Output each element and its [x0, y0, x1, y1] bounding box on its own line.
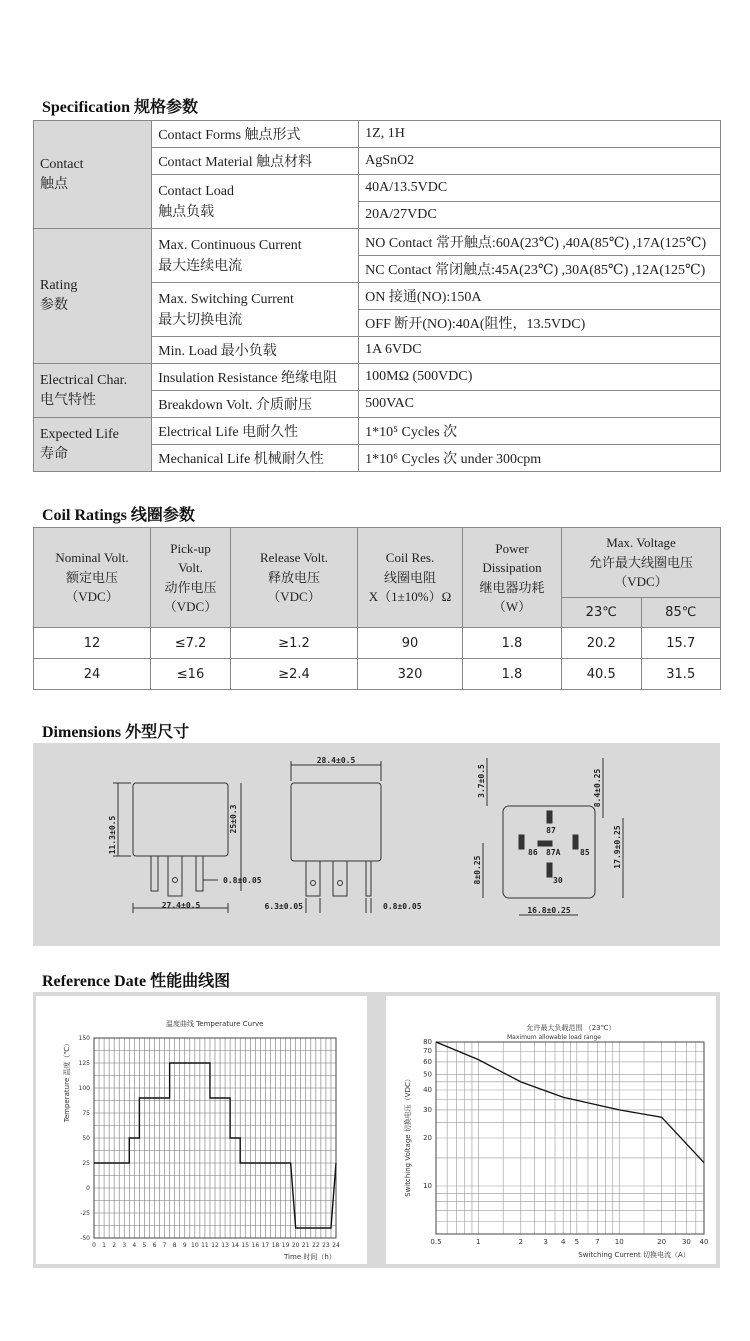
spec-name: Breakdown Volt. 介质耐压	[152, 391, 359, 418]
x-tick-label: 8	[172, 1242, 177, 1249]
x-tick-label: 10	[191, 1242, 199, 1249]
coil-cell: 20.2	[562, 628, 642, 659]
spec-cat-life: Expected Life 寿命	[34, 418, 152, 472]
x-tick-label: 10	[614, 1238, 624, 1246]
spec-cat-contact: Contact 触点	[34, 121, 152, 229]
coil-header: Coil Res. 线圈电阻 X（1±10%）Ω	[358, 528, 463, 628]
coil-cell: ≥2.4	[231, 659, 358, 690]
x-tick-label: 19	[281, 1242, 290, 1249]
x-tick-label: 7	[595, 1238, 600, 1246]
spec-name: Mechanical Life 机械耐久性	[152, 445, 359, 472]
y-tick-label: 50	[423, 1070, 432, 1079]
spec-val: 40A/13.5VDC	[359, 175, 721, 202]
spec-name: Max. Continuous Current 最大连续电流	[152, 229, 359, 283]
coil-subheader: 23℃	[562, 598, 642, 628]
y-tick-label: 150	[78, 1035, 90, 1042]
spec-name: Insulation Resistance 绝缘电阻	[152, 364, 359, 391]
y-tick-label: -50	[80, 1235, 90, 1242]
coil-cell: ≥1.2	[231, 628, 358, 659]
y-tick-label: 25	[82, 1160, 90, 1167]
x-tick-label: 21	[301, 1242, 310, 1249]
y-tick-label: 20	[423, 1134, 432, 1142]
x-tick-label: 16	[251, 1242, 260, 1249]
x-tick-label: 7	[162, 1242, 167, 1249]
coil-cell: 40.5	[562, 659, 642, 690]
x-tick-label: 11	[201, 1242, 209, 1249]
spec-val: OFF 断开(NO):40A(阻性，13.5VDC)	[359, 310, 721, 337]
x-tick-label: 3	[543, 1238, 548, 1246]
spec-name: Contact Forms 触点形式	[152, 121, 359, 148]
y-tick-label: 100	[78, 1085, 90, 1092]
coil-header: Release Volt. 释放电压 （VDC）	[231, 528, 358, 628]
coil-cell: 1.8	[463, 659, 562, 690]
dim-label: 8.4±0.25	[593, 768, 602, 808]
y-axis-label: Switching Voltage 切换电压（VDC）	[404, 1075, 412, 1197]
x-axis-label: Switching Current 切换电流（A）	[578, 1251, 690, 1259]
dim-label: 3.7±0.5	[477, 764, 486, 798]
pin-label: 86	[528, 848, 538, 857]
spec-cat-electrical: Electrical Char. 电气特性	[34, 364, 152, 418]
spec-val: 100MΩ (500VDC)	[359, 364, 721, 391]
spec-name: Min. Load 最小负载	[152, 337, 359, 364]
load-range-chart	[386, 996, 716, 1264]
dim-label: 27.4±0.5	[161, 901, 201, 910]
coil-cell: ≤16	[151, 659, 231, 690]
ref-panel	[33, 992, 720, 1268]
y-tick-label: 60	[423, 1057, 432, 1066]
x-tick-label: 0.5	[430, 1238, 442, 1246]
x-tick-label: 4	[560, 1238, 566, 1246]
x-tick-label: 12	[211, 1242, 219, 1249]
x-tick-label: 4	[132, 1242, 137, 1249]
spec-val: 1*10⁵ Cycles 次	[359, 418, 721, 445]
x-tick-label: 18	[271, 1242, 280, 1249]
y-tick-label: 125	[78, 1060, 90, 1067]
dim-label: 8±0.25	[473, 855, 482, 885]
coil-title: Coil Ratings 线圈参数	[42, 507, 195, 524]
x-tick-label: 15	[241, 1242, 250, 1249]
dim-label: 6.3±0.05	[264, 902, 303, 911]
dim-label: 0.8±0.05	[223, 876, 262, 885]
x-tick-label: 20	[657, 1238, 667, 1246]
coil-header: Max. Voltage 允许最大线圈电压 （VDC）	[562, 528, 721, 598]
relay-side-view	[113, 783, 241, 913]
x-tick-label: 40	[699, 1238, 709, 1246]
dims-drawing	[33, 743, 720, 946]
dim-label: 16.8±0.25	[527, 906, 571, 915]
x-tick-label: 2	[518, 1238, 524, 1246]
x-tick-label: 1	[476, 1238, 481, 1246]
chart-title: 温度曲线 Temperature Curve	[166, 1020, 264, 1028]
spec-cat-rating: Rating 参数	[34, 229, 152, 364]
y-tick-label: 75	[82, 1110, 90, 1117]
spec-name: Contact Material 触点材料	[152, 148, 359, 175]
spec-val: 1Z, 1H	[359, 121, 721, 148]
x-tick-label: 9	[182, 1242, 187, 1249]
chart-subtitle: Maximum allowable load range	[507, 1034, 601, 1041]
spec-name: Max. Switching Current 最大切换电流	[152, 283, 359, 337]
spec-val: 1*10⁶ Cycles 次 under 300cpm	[359, 445, 721, 472]
x-tick-label: 13	[221, 1242, 229, 1249]
coil-subheader: 85℃	[641, 598, 721, 628]
dims-title: Dimensions 外型尺寸	[42, 724, 190, 741]
x-tick-label: 22	[312, 1242, 320, 1249]
temperature-chart	[36, 996, 367, 1264]
dim-label: 25±0.3	[229, 804, 238, 834]
load-limit-series-line	[436, 1042, 704, 1163]
y-tick-label: 40	[423, 1086, 432, 1094]
y-axis-label: Temperature 温度（℃）	[63, 1039, 71, 1123]
dim-label: 11.3±0.5	[108, 815, 117, 855]
dim-label: 17.9±0.25	[613, 825, 622, 869]
coil-cell: 90	[358, 628, 463, 659]
coil-cell: 15.7	[641, 628, 721, 659]
x-tick-label: 20	[291, 1242, 300, 1249]
spec-val: NO Contact 常开触点:60A(23℃) ,40A(85℃) ,17A(125℃)	[359, 229, 721, 256]
coil-header: Power Dissipation 继电器功耗 （W）	[463, 528, 562, 628]
spec-val: ON 接通(NO):150A	[359, 283, 721, 310]
spec-title: Specification 规格参数	[42, 99, 198, 116]
y-tick-label: 10	[423, 1182, 432, 1190]
coil-cell: 12	[34, 628, 151, 659]
x-tick-label: 1	[102, 1242, 106, 1249]
y-tick-label: 30	[423, 1105, 432, 1114]
spec-name: Electrical Life 电耐久性	[152, 418, 359, 445]
dims-panel	[33, 743, 720, 946]
x-tick-label: 17	[261, 1242, 270, 1249]
x-tick-label: 14	[231, 1242, 239, 1249]
coil-cell: 24	[34, 659, 151, 690]
coil-header: Nominal Volt. 额定电压 （VDC）	[34, 528, 151, 628]
pin-label: 87	[546, 826, 556, 835]
coil-table	[33, 527, 721, 690]
spec-val: NC Contact 常闭触点:45A(23℃) ,30A(85℃) ,12A(125℃)	[359, 256, 721, 283]
x-tick-label: 3	[122, 1242, 127, 1249]
spec-val: 20A/27VDC	[359, 202, 721, 229]
spec-val: 500VAC	[359, 391, 721, 418]
y-tick-label: 80	[423, 1038, 432, 1046]
x-tick-label: 23	[322, 1242, 330, 1249]
pin-label: 30	[553, 876, 563, 885]
pin-label: 85	[580, 848, 590, 857]
y-tick-label: 70	[423, 1047, 432, 1056]
coil-cell: 1.8	[463, 628, 562, 659]
spec-table	[33, 120, 721, 472]
x-tick-label: 5	[142, 1242, 147, 1249]
x-tick-label: 30	[681, 1238, 691, 1246]
dim-label: 28.4±0.5	[316, 756, 356, 765]
relay-bottom-view	[483, 758, 623, 915]
chart-title: 允许最大负载范围 （23℃）	[526, 1024, 616, 1032]
coil-cell: 31.5	[641, 659, 721, 690]
y-tick-label: 50	[82, 1135, 90, 1142]
spec-val: AgSnO2	[359, 148, 721, 175]
relay-front-view	[291, 761, 381, 913]
coil-cell: 320	[358, 659, 463, 690]
x-tick-label: 24	[332, 1242, 340, 1249]
y-tick-label: 0	[86, 1185, 90, 1192]
x-tick-label: 5	[574, 1238, 580, 1246]
coil-header: Pick-up Volt. 动作电压 （VDC）	[151, 528, 231, 628]
x-tick-label: 6	[152, 1242, 157, 1249]
y-tick-label: -25	[80, 1210, 90, 1217]
dim-label: 0.8±0.05	[383, 902, 422, 911]
x-tick-label: 2	[112, 1242, 117, 1249]
ref-title: Reference Date 性能曲线图	[42, 973, 231, 990]
spec-name: Contact Load 触点负载	[152, 175, 359, 229]
x-tick-label: 0	[92, 1242, 96, 1249]
pin-label: 87A	[546, 848, 561, 857]
coil-cell: ≤7.2	[151, 628, 231, 659]
load-chart-box	[386, 996, 716, 1264]
temp-chart-box	[36, 996, 367, 1264]
spec-val: 1A 6VDC	[359, 337, 721, 364]
x-axis-label: Time 时间（h）	[284, 1253, 336, 1261]
